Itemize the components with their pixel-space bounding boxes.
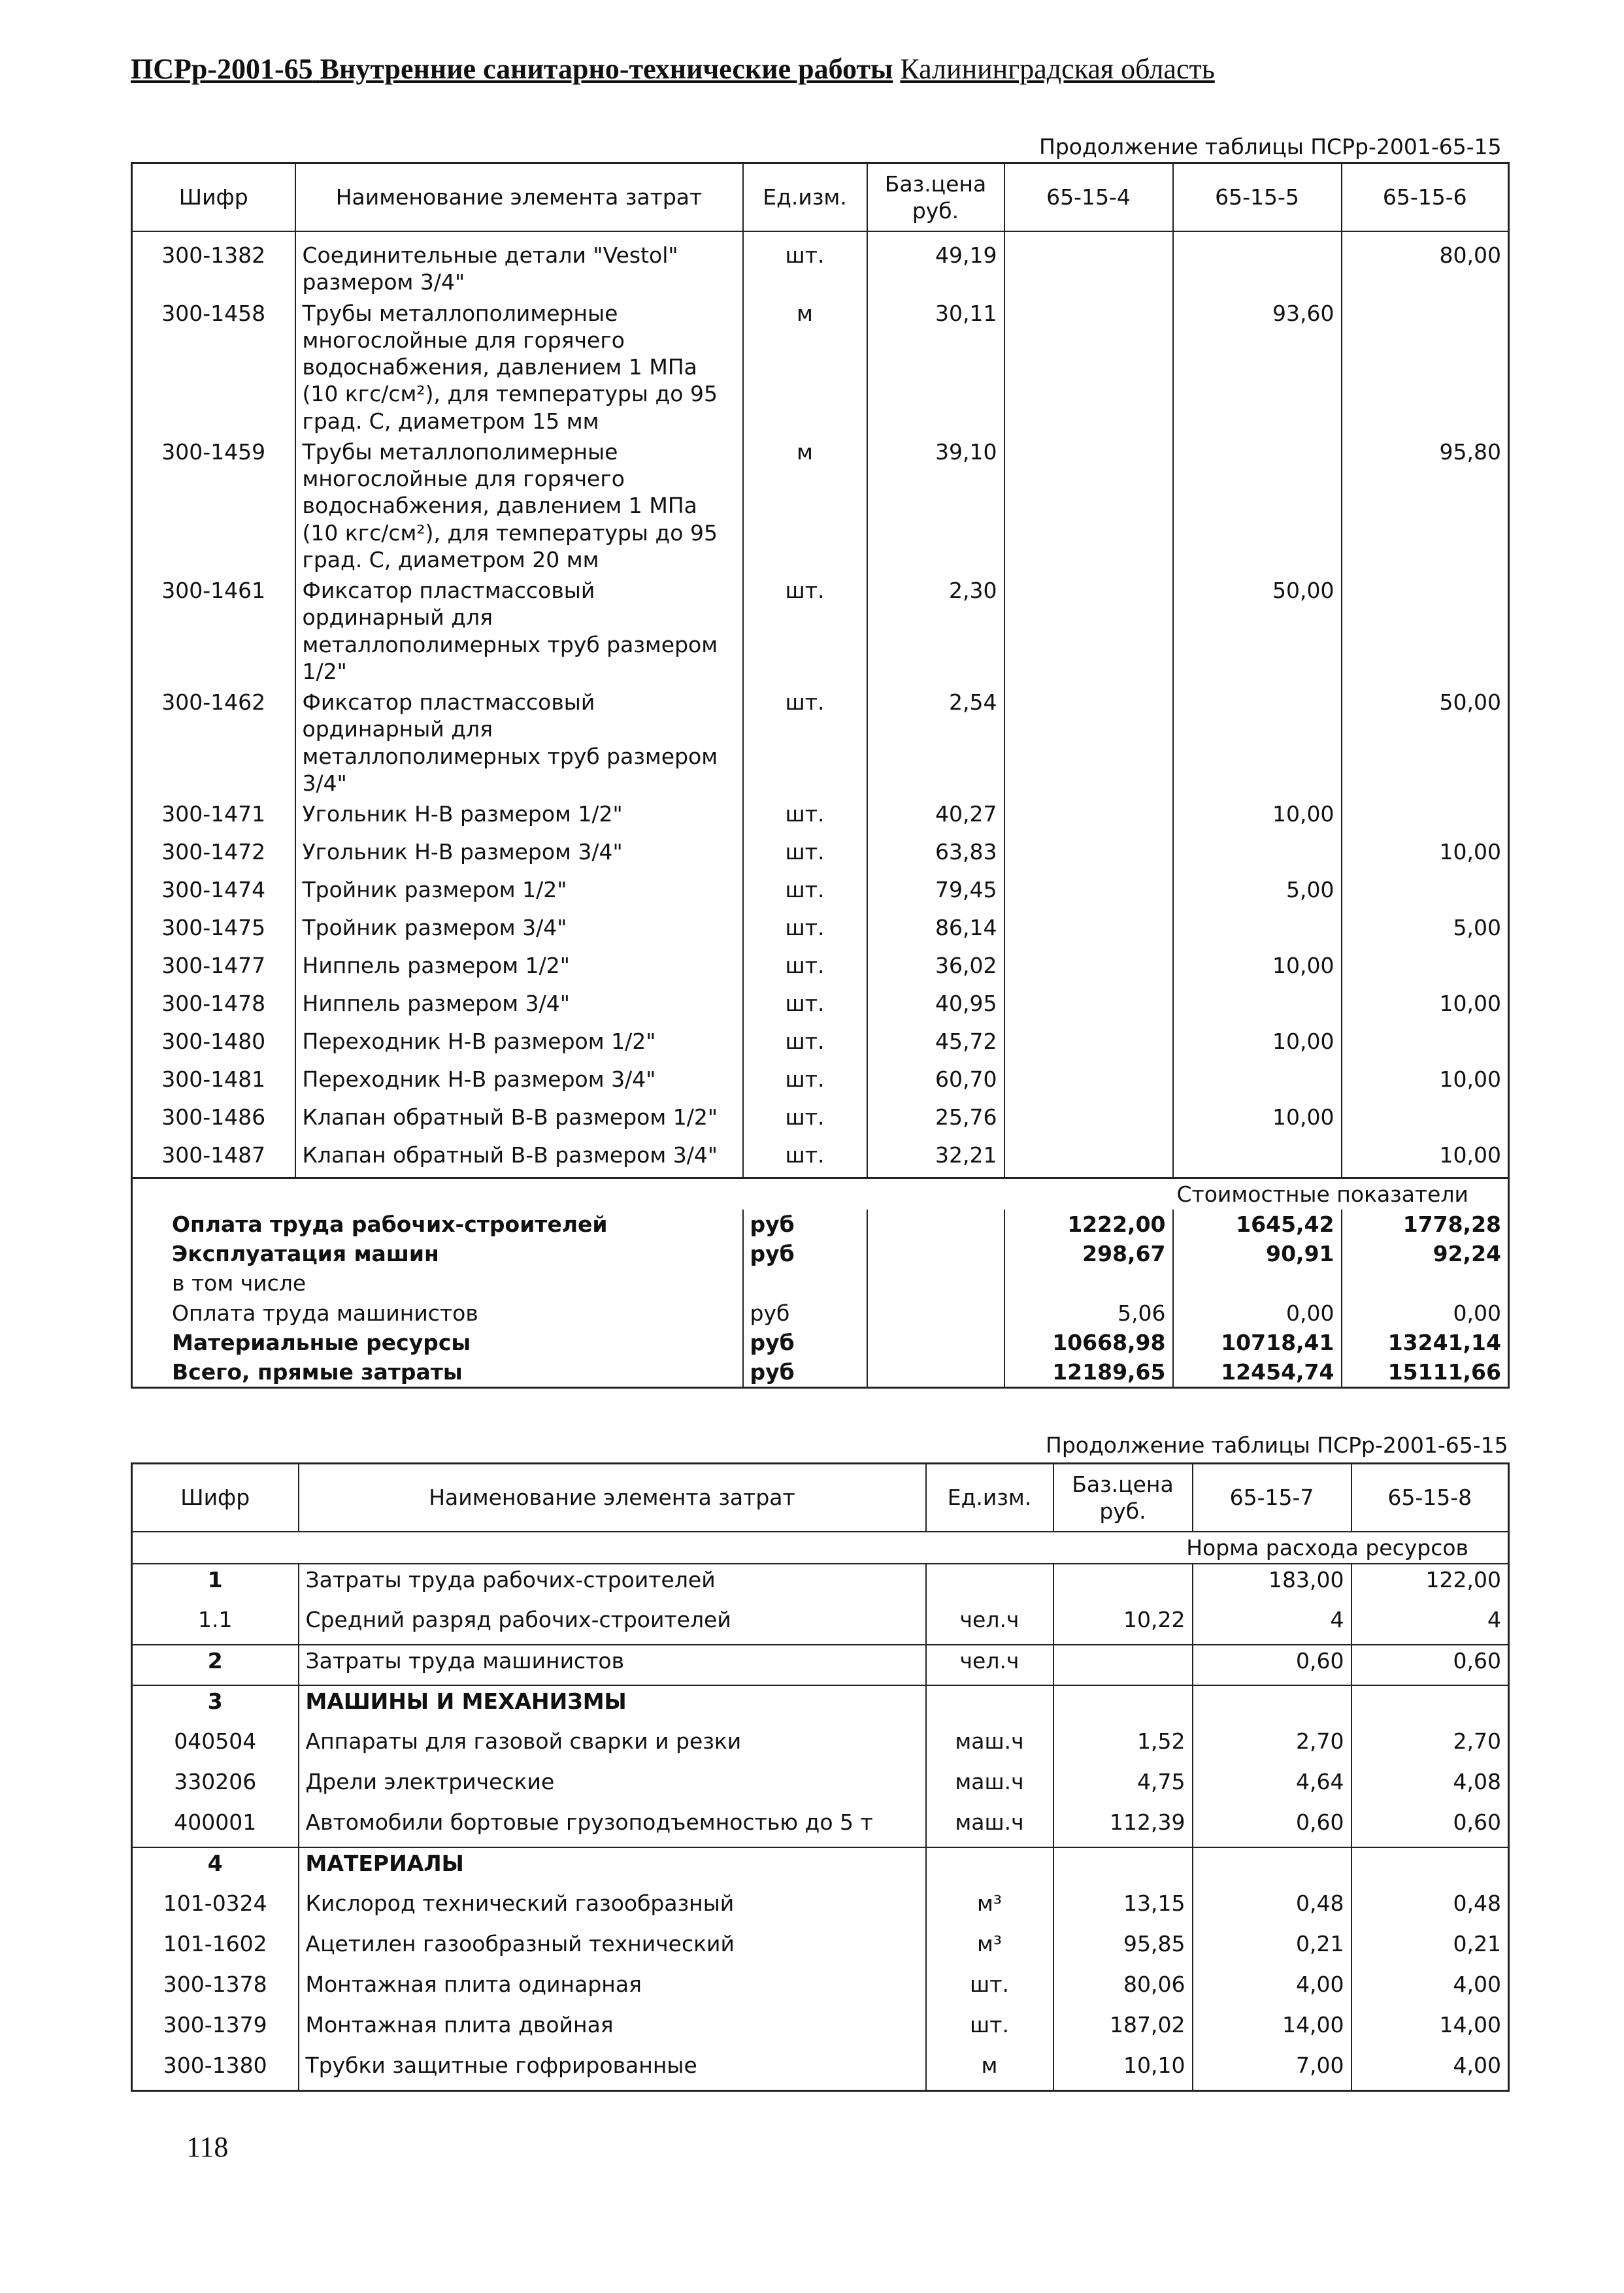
resource-name: Трубы металлополимерные многослойные для горячего водоснабжения, давлением 1 МПа (10 кгс/см²), для температуры до 95 град. С, диаметром 20 мм (295, 437, 743, 575)
resource-unit: шт. (743, 687, 867, 799)
resource-code: 300-1379 (132, 2009, 299, 2050)
resource-code: 3 (132, 1685, 299, 1726)
norm-65-15-7: 4,00 (1193, 1969, 1351, 2009)
totals-unit: руб (743, 1357, 867, 1388)
base-price: 36,02 (867, 950, 1004, 988)
column-header: Баз.цена руб. (867, 163, 1004, 232)
norm-65-15-5: 10,00 (1173, 1102, 1342, 1140)
table-row (132, 1604, 1509, 1645)
column-header: Шифр (132, 163, 295, 232)
norm-65-15-6 (1342, 575, 1509, 687)
resource-unit: шт. (743, 799, 867, 836)
norm-65-15-6: 50,00 (1439, 689, 1501, 715)
resource-name: Угольник Н-В размером 1/2" (295, 799, 743, 836)
totals-label: Всего, прямые затраты (132, 1357, 743, 1388)
table-row (132, 2009, 1509, 2050)
table-row (132, 1645, 1509, 1685)
resource-unit: шт. (743, 1140, 867, 1178)
table-row (132, 240, 1509, 298)
totals-label: Оплата труда рабочих-строителей (132, 1210, 743, 1239)
resource-unit: шт. (743, 575, 867, 687)
resource-code: 300-1378 (132, 1969, 299, 2009)
base-price: 49,19 (867, 240, 1004, 298)
norm-65-15-7 (1193, 1685, 1351, 1726)
totals-65-15-4: 1222,00 (1004, 1210, 1173, 1239)
norm-65-15-8: 4,00 (1453, 1971, 1501, 1998)
norm-65-15-7: 2,70 (1193, 1726, 1351, 1766)
norm-65-15-7: 0,60 (1193, 1645, 1351, 1685)
resource-code: 300-1472 (132, 836, 295, 874)
resource-code: 040504 (132, 1726, 299, 1766)
norm-65-15-4 (1004, 912, 1173, 950)
base-price (1053, 1847, 1193, 1888)
table-row (132, 836, 1509, 874)
norm-65-15-4 (1004, 950, 1173, 988)
resource-code: 300-1478 (132, 988, 295, 1026)
table-row (132, 988, 1509, 1026)
norm-65-15-7: 4,64 (1193, 1766, 1351, 1807)
column-header: 65-15-7 (1193, 1464, 1351, 1532)
totals-65-15-4: 10668,98 (1004, 1328, 1173, 1357)
resource-code: 300-1486 (132, 1102, 295, 1140)
totals-empty (867, 1357, 1004, 1388)
table-row (132, 575, 1509, 687)
norm-65-15-4 (1004, 687, 1173, 799)
base-price: 40,95 (867, 988, 1004, 1026)
totals-empty (867, 1210, 1004, 1239)
column-header: Наименование элемента затрат (295, 163, 743, 232)
norm-65-15-5 (1173, 1140, 1342, 1178)
totals-65-15-6: 15111,66 (1387, 1359, 1501, 1385)
norm-65-15-6 (1342, 1102, 1509, 1140)
norm-65-15-4 (1004, 240, 1173, 298)
document-header (131, 52, 1215, 86)
resource-name: Ниппель размером 3/4" (295, 988, 743, 1026)
totals-65-15-4 (1004, 1268, 1173, 1298)
totals-65-15-5: 0,00 (1173, 1298, 1342, 1328)
resource-code: 300-1462 (132, 687, 295, 799)
base-price: 187,02 (1053, 2009, 1193, 2050)
table-row (132, 1847, 1509, 1888)
norm-65-15-5 (1173, 1064, 1342, 1102)
norm-65-15-8: 0,60 (1351, 1645, 1509, 1685)
resource-code: 300-1487 (132, 1140, 295, 1178)
resource-code: 1 (132, 1564, 299, 1604)
table-row (132, 1969, 1509, 2009)
totals-65-15-4: 12189,65 (1004, 1357, 1173, 1388)
norm-65-15-5 (1173, 912, 1342, 950)
totals-row (132, 1357, 1509, 1388)
norm-65-15-6 (1342, 799, 1509, 836)
resource-unit: м (743, 437, 867, 575)
resource-unit: шт. (743, 240, 867, 298)
norm-65-15-6 (1342, 298, 1509, 437)
resource-name: Кислород технический газообразный (299, 1888, 926, 1928)
totals-label: Эксплуатация машин (132, 1239, 743, 1268)
table-header-row (132, 163, 1509, 232)
totals-row (132, 1298, 1509, 1328)
totals-65-15-6: 13241,14 (1387, 1329, 1501, 1355)
norm-65-15-6: 10,00 (1439, 1142, 1501, 1168)
norm-65-15-6: 5,00 (1453, 915, 1501, 940)
resource-unit (926, 1564, 1053, 1604)
resource-unit: шт. (743, 912, 867, 950)
norm-65-15-4 (1004, 1064, 1173, 1102)
resource-code: 4 (132, 1847, 299, 1888)
totals-empty (867, 1268, 1004, 1298)
table-row (132, 1026, 1509, 1064)
base-price: 10,22 (1053, 1604, 1193, 1645)
resource-name: Фиксатор пластмассовый ординарный для металлополимерных труб размером 3/4" (295, 687, 743, 799)
resource-name: Затраты труда машинистов (299, 1645, 926, 1685)
column-header: 65-15-6 (1342, 163, 1509, 232)
document-region: Калининградская область (900, 53, 1215, 85)
totals-65-15-4: 298,67 (1004, 1239, 1173, 1268)
norm-65-15-4 (1004, 575, 1173, 687)
totals-row (132, 1210, 1509, 1239)
resource-code: 300-1477 (132, 950, 295, 988)
resource-name: Автомобили бортовые грузоподъемностью до 5 т (299, 1807, 926, 1847)
column-header: Шифр (132, 1464, 299, 1532)
totals-label: Материальные ресурсы (132, 1328, 743, 1357)
resource-name: Дрели электрические (299, 1766, 926, 1807)
resource-table-2 (131, 1462, 1510, 2092)
resource-name: Затраты труда рабочих-строителей (299, 1564, 926, 1604)
totals-row (132, 1239, 1509, 1268)
resource-code: 300-1382 (132, 240, 295, 298)
totals-unit: руб (743, 1298, 867, 1328)
base-price: 40,27 (867, 799, 1004, 836)
table-row (132, 1102, 1509, 1140)
cost-caption: Стоимостные показатели (132, 1178, 1509, 1210)
resource-name: Ниппель размером 1/2" (295, 950, 743, 988)
base-price: 30,11 (867, 298, 1004, 437)
norm-65-15-8: 0,21 (1453, 1931, 1501, 1957)
norm-65-15-6: 80,00 (1439, 242, 1501, 268)
resource-unit: м³ (926, 1888, 1053, 1928)
column-header: 65-15-4 (1004, 163, 1173, 232)
norm-65-15-8: 4 (1487, 1607, 1501, 1633)
norm-65-15-6: 10,00 (1439, 991, 1501, 1016)
table-row (132, 1928, 1509, 1969)
table-row (132, 799, 1509, 836)
norm-65-15-4 (1004, 1026, 1173, 1064)
norm-65-15-7: 0,21 (1193, 1928, 1351, 1969)
base-price: 25,76 (867, 1102, 1004, 1140)
norm-65-15-8: 14,00 (1439, 2012, 1501, 2038)
base-price: 60,70 (867, 1064, 1004, 1102)
norm-65-15-5 (1173, 240, 1342, 298)
resource-code: 1.1 (132, 1604, 299, 1645)
column-header: 65-15-5 (1173, 163, 1342, 232)
base-price (1053, 1645, 1193, 1685)
base-price: 2,54 (867, 687, 1004, 799)
norm-65-15-4 (1004, 874, 1173, 912)
base-price: 4,75 (1053, 1766, 1193, 1807)
norm-65-15-6 (1342, 1026, 1509, 1064)
resource-name: Клапан обратный В-В размером 3/4" (295, 1140, 743, 1178)
norm-65-15-5: 10,00 (1173, 799, 1342, 836)
resource-name: Тройник размером 1/2" (295, 874, 743, 912)
totals-unit: руб (743, 1210, 867, 1239)
resource-code: 300-1480 (132, 1026, 295, 1064)
resource-code: 300-1459 (132, 437, 295, 575)
resource-unit: маш.ч (926, 1807, 1053, 1847)
norm-65-15-8: 122,00 (1351, 1564, 1509, 1604)
resource-name: Переходник Н-В размером 3/4" (295, 1064, 743, 1102)
norm-65-15-6: 95,80 (1439, 438, 1501, 465)
column-header: 65-15-8 (1351, 1464, 1509, 1532)
norm-65-15-8: 0,60 (1453, 1809, 1501, 1836)
norm-65-15-5 (1173, 437, 1342, 575)
base-price: 39,10 (867, 437, 1004, 575)
norm-65-15-7 (1193, 1847, 1351, 1888)
resource-unit: шт. (743, 1064, 867, 1102)
totals-65-15-6: 0,00 (1453, 1300, 1501, 1326)
totals-label: Оплата труда машинистов (132, 1298, 743, 1328)
norm-65-15-5: 10,00 (1173, 950, 1342, 988)
norm-65-15-7: 0,60 (1193, 1807, 1351, 1847)
column-header: Баз.цена руб. (1053, 1464, 1193, 1532)
resource-unit: маш.ч (926, 1766, 1053, 1807)
table-row (132, 874, 1509, 912)
norm-65-15-5 (1173, 836, 1342, 874)
norm-65-15-5: 10,00 (1173, 1026, 1342, 1064)
totals-65-15-5 (1173, 1268, 1342, 1298)
norm-65-15-4 (1004, 1140, 1173, 1178)
resource-unit: м³ (926, 1928, 1053, 1969)
norm-65-15-8 (1351, 1847, 1509, 1888)
resource-name: Клапан обратный В-В размером 1/2" (295, 1102, 743, 1140)
norm-65-15-8: 2,70 (1453, 1728, 1501, 1755)
resource-unit: шт. (743, 836, 867, 874)
table-row (132, 2050, 1509, 2090)
table-row (132, 1685, 1509, 1726)
totals-unit (743, 1268, 867, 1298)
base-price (1053, 1564, 1193, 1604)
resource-code: 101-1602 (132, 1928, 299, 1969)
resource-unit: шт. (743, 988, 867, 1026)
totals-empty (867, 1298, 1004, 1328)
resource-unit: м (743, 298, 867, 437)
base-price: 95,85 (1053, 1928, 1193, 1969)
resource-name: Угольник Н-В размером 3/4" (295, 836, 743, 874)
norm-65-15-6 (1342, 950, 1509, 988)
table-row (132, 1564, 1509, 1604)
table-row (132, 912, 1509, 950)
table1-caption: Продолжение таблицы ПСРр-2001-65-15 (1039, 134, 1502, 159)
totals-65-15-5: 1645,42 (1173, 1210, 1342, 1239)
resource-name: Трубы металлополимерные многослойные для горячего водоснабжения, давлением 1 МПа (10 кгс/см²), для температуры до 95 град. С, диаметром 15 мм (295, 298, 743, 437)
totals-unit: руб (743, 1328, 867, 1357)
resource-name: Монтажная плита двойная (299, 2009, 926, 2050)
resource-unit: м (926, 2050, 1053, 2090)
table-row (132, 1807, 1509, 1847)
resource-code: 400001 (132, 1807, 299, 1847)
norm-65-15-8: 4,08 (1453, 1769, 1501, 1795)
resource-code: 300-1458 (132, 298, 295, 437)
column-header: Наименование элемента затрат (299, 1464, 926, 1532)
resource-unit: чел.ч (926, 1645, 1053, 1685)
table-row (132, 1140, 1509, 1178)
resource-code: 2 (132, 1645, 299, 1685)
norm-caption-row (132, 1532, 1509, 1564)
resource-code: 300-1475 (132, 912, 295, 950)
totals-65-15-4: 5,06 (1004, 1298, 1173, 1328)
resource-code: 300-1471 (132, 799, 295, 836)
base-price (1053, 1685, 1193, 1726)
norm-65-15-4 (1004, 799, 1173, 836)
resource-table-1 (131, 162, 1510, 1389)
resource-name: Соединительные детали "Vestol" размером 3/4" (295, 240, 743, 298)
totals-unit: руб (743, 1239, 867, 1268)
table-row (132, 298, 1509, 437)
resource-unit: шт. (743, 874, 867, 912)
base-price: 45,72 (867, 1026, 1004, 1064)
base-price: 86,14 (867, 912, 1004, 950)
cost-caption-row (132, 1178, 1509, 1210)
table-header-row (132, 1464, 1509, 1532)
resource-code: 300-1474 (132, 874, 295, 912)
resource-code: 300-1461 (132, 575, 295, 687)
table-row (132, 687, 1509, 799)
resource-unit: чел.ч (926, 1604, 1053, 1645)
totals-65-15-5: 90,91 (1173, 1239, 1342, 1268)
resource-name: Трубки защитные гофрированные (299, 2050, 926, 2090)
resource-unit (926, 1847, 1053, 1888)
norm-65-15-4 (1004, 1102, 1173, 1140)
base-price: 32,21 (867, 1140, 1004, 1178)
totals-row (132, 1328, 1509, 1357)
norm-65-15-5: 50,00 (1173, 575, 1342, 687)
totals-label: в том числе (132, 1268, 743, 1298)
table-row (132, 437, 1509, 575)
resource-code: 300-1481 (132, 1064, 295, 1102)
totals-empty (867, 1239, 1004, 1268)
norm-65-15-8 (1351, 1685, 1509, 1726)
document-code-title: ПСРр-2001-65 Внутренние санитарно-технические работы (131, 53, 893, 85)
norm-65-15-4 (1004, 988, 1173, 1026)
norm-65-15-4 (1004, 298, 1173, 437)
norm-65-15-5: 5,00 (1173, 874, 1342, 912)
resource-unit (926, 1685, 1053, 1726)
base-price: 63,83 (867, 836, 1004, 874)
totals-empty (867, 1328, 1004, 1357)
base-price: 79,45 (867, 874, 1004, 912)
page-number: 118 (186, 2131, 229, 2163)
column-header: Ед.изм. (743, 163, 867, 232)
base-price: 1,52 (1053, 1726, 1193, 1766)
norm-65-15-7: 0,48 (1193, 1888, 1351, 1928)
resource-name: МАШИНЫ И МЕХАНИЗМЫ (299, 1685, 926, 1726)
table-row (132, 1766, 1509, 1807)
norm-65-15-5: 93,60 (1173, 298, 1342, 437)
resource-name: Аппараты для газовой сварки и резки (299, 1726, 926, 1766)
base-price: 80,06 (1053, 1969, 1193, 2009)
norm-65-15-7: 14,00 (1193, 2009, 1351, 2050)
norm-caption: Норма расхода ресурсов (132, 1532, 1509, 1564)
resource-code: 101-0324 (132, 1888, 299, 1928)
resource-unit: шт. (926, 2009, 1053, 2050)
base-price: 10,10 (1053, 2050, 1193, 2090)
norm-65-15-4 (1004, 836, 1173, 874)
table-row (132, 1064, 1509, 1102)
table-row (132, 1726, 1509, 1766)
norm-65-15-7: 4 (1193, 1604, 1351, 1645)
norm-65-15-6: 10,00 (1439, 839, 1501, 865)
norm-65-15-8: 4,00 (1453, 2053, 1501, 2079)
norm-65-15-8: 0,48 (1453, 1890, 1501, 1917)
resource-unit: маш.ч (926, 1726, 1053, 1766)
resource-name: Переходник Н-В размером 1/2" (295, 1026, 743, 1064)
resource-name: Ацетилен газообразный технический (299, 1928, 926, 1969)
resource-name: МАТЕРИАЛЫ (299, 1847, 926, 1888)
base-price: 2,30 (867, 575, 1004, 687)
resource-code: 330206 (132, 1766, 299, 1807)
norm-65-15-7: 7,00 (1193, 2050, 1351, 2090)
table2-caption: Продолжение таблицы ПСРр-2001-65-15 (1046, 1432, 1508, 1458)
totals-65-15-5: 12454,74 (1173, 1357, 1342, 1388)
norm-65-15-6 (1342, 874, 1509, 912)
resource-unit: шт. (743, 1102, 867, 1140)
totals-65-15-6: 1778,28 (1402, 1211, 1501, 1237)
resource-name: Фиксатор пластмассовый ординарный для металлополимерных труб размером 1/2" (295, 575, 743, 687)
totals-65-15-6: 92,24 (1433, 1241, 1501, 1266)
resource-unit: шт. (926, 1969, 1053, 2009)
table-row (132, 1888, 1509, 1928)
resource-unit: шт. (743, 1026, 867, 1064)
resource-name: Тройник размером 3/4" (295, 912, 743, 950)
column-header: Ед.изм. (926, 1464, 1053, 1532)
base-price: 112,39 (1053, 1807, 1193, 1847)
table-row (132, 950, 1509, 988)
norm-65-15-5 (1173, 988, 1342, 1026)
totals-65-15-5: 10718,41 (1173, 1328, 1342, 1357)
norm-65-15-7: 183,00 (1193, 1564, 1351, 1604)
norm-65-15-5 (1173, 687, 1342, 799)
norm-65-15-4 (1004, 437, 1173, 575)
totals-row (132, 1268, 1509, 1298)
norm-65-15-6: 10,00 (1439, 1066, 1501, 1092)
totals-65-15-6 (1342, 1268, 1509, 1298)
resource-code: 300-1380 (132, 2050, 299, 2090)
resource-name: Монтажная плита одинарная (299, 1969, 926, 2009)
resource-unit: шт. (743, 950, 867, 988)
base-price: 13,15 (1053, 1888, 1193, 1928)
resource-name: Средний разряд рабочих-строителей (299, 1604, 926, 1645)
